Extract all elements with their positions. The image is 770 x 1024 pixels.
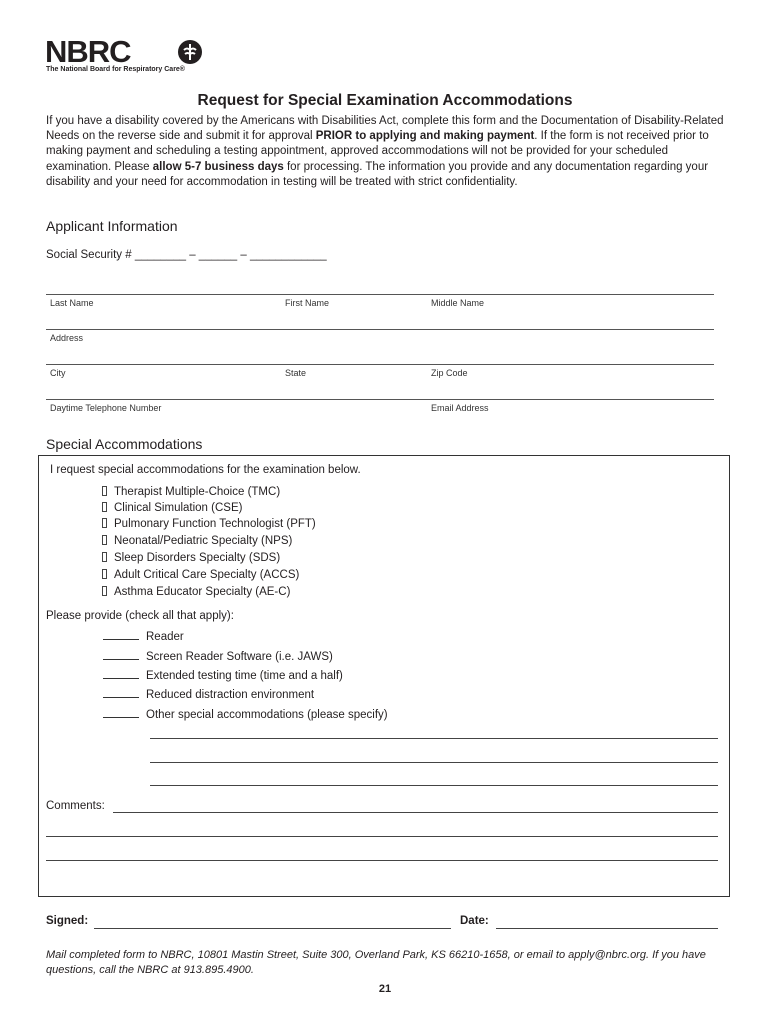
logo-tagline: The National Board for Respiratory Care® [46, 66, 185, 73]
check-blank[interactable] [103, 669, 139, 679]
checkbox-icon[interactable] [102, 535, 107, 545]
check-blank[interactable] [103, 688, 139, 698]
signature-line[interactable] [94, 928, 451, 929]
phone-label: Daytime Telephone Number [50, 403, 162, 413]
option-label: Reduced distraction environment [146, 689, 315, 701]
address-line[interactable] [46, 329, 714, 330]
option-reader[interactable] [103, 630, 184, 643]
state-label: State [285, 368, 307, 378]
exam-item-tmc[interactable] [102, 486, 280, 498]
date-label: Date: [460, 915, 489, 927]
comments-line-1[interactable] [113, 812, 718, 813]
option-reduced-distraction[interactable] [103, 688, 314, 701]
form-title: Request for Special Examination Accommodations [197, 92, 573, 109]
checkbox-icon[interactable] [102, 502, 107, 512]
phone-email-line[interactable] [46, 399, 714, 400]
intro-text-2: . If the form is not received prior to making payment and scheduling a testing appointment, approved accommodations will not be provided for your scheduled examination. Please [46, 130, 709, 173]
nbrc-emblem-icon [177, 39, 203, 65]
checkbox-icon[interactable] [102, 518, 107, 528]
signed-label: Signed: [46, 915, 89, 927]
exam-label: Therapist Multiple-Choice (TMC) [114, 486, 281, 498]
checkbox-icon[interactable] [102, 552, 107, 562]
exam-label: Pulmonary Function Technologist (PFT) [114, 518, 316, 530]
checkbox-icon[interactable] [102, 569, 107, 579]
intro-text-3: for processing. The information you provide and any documentation regarding your disability and your need for accommodation in testing will be treated with strict confidentiality. [46, 160, 709, 188]
check-blank[interactable] [103, 650, 139, 660]
exam-item-aec[interactable] [102, 586, 290, 598]
exam-item-pft[interactable] [102, 518, 316, 530]
exam-label: Asthma Educator Specialty (AE-C) [114, 586, 291, 598]
exam-label: Neonatal/Pediatric Specialty (NPS) [114, 535, 293, 547]
option-label: Reader [146, 631, 184, 643]
intro-bold-1: PRIOR to applying and making payment [315, 130, 535, 143]
other-specify-line-1[interactable] [150, 738, 718, 739]
page-number: 21 [378, 983, 392, 995]
option-label: Other special accommodations (please specify) [146, 709, 388, 721]
exam-label: Sleep Disorders Specialty (SDS) [114, 552, 281, 564]
check-blank[interactable] [103, 708, 139, 718]
city-label: City [50, 368, 66, 378]
last-name-label: Last Name [50, 298, 94, 308]
checkbox-icon[interactable] [102, 586, 107, 596]
logo-wordmark: NBRC [45, 34, 131, 69]
option-extended-time[interactable] [103, 669, 343, 682]
address-label: Address [50, 333, 84, 343]
date-line[interactable] [496, 928, 718, 929]
other-specify-line-3[interactable] [150, 785, 718, 786]
ssn-field[interactable]: Social Security # ________ – ______ – ____________ [46, 249, 327, 261]
exam-item-nps[interactable] [102, 535, 292, 547]
intro-bold-2: allow 5-7 business days [152, 160, 284, 173]
option-screen-reader[interactable] [103, 650, 333, 663]
email-label: Email Address [431, 403, 489, 413]
intro-text-1: If you have a disability covered by the Americans with Disabilities Act, complete this form and the Documentation of Disability-Related Needs on the reverse side and submit it for approval [46, 115, 724, 143]
comments-label: Comments: [46, 800, 105, 812]
mailing-instructions: Mail completed form to NBRC, 10801 Mastin Street, Suite 300, Overland Park, KS 66210-1658, or email to apply@nbrc.org. If you have questions, call the NBRC at 913.895.4900. [46, 949, 706, 976]
nbrc-logo [45, 36, 215, 78]
city-state-zip-line[interactable] [46, 364, 714, 365]
intro-paragraph [46, 114, 736, 190]
accommodations-heading: Special Accommodations [46, 436, 203, 452]
option-other[interactable] [103, 708, 388, 721]
zip-label: Zip Code [431, 368, 468, 378]
exam-item-sds[interactable] [102, 552, 280, 564]
other-specify-line-2[interactable] [150, 762, 718, 763]
exam-item-accs[interactable] [102, 569, 299, 581]
applicant-heading: Applicant Information [46, 218, 178, 234]
comments-line-2[interactable] [46, 836, 718, 837]
option-label: Screen Reader Software (i.e. JAWS) [146, 651, 333, 663]
provide-text: Please provide (check all that apply): [46, 610, 234, 622]
middle-name-label: Middle Name [431, 298, 485, 308]
exam-item-cse[interactable] [102, 502, 242, 514]
name-line[interactable] [46, 294, 714, 295]
first-name-label: First Name [285, 298, 330, 308]
check-blank[interactable] [103, 630, 139, 640]
exam-label: Clinical Simulation (CSE) [114, 502, 243, 514]
comments-line-3[interactable] [46, 860, 718, 861]
option-label: Extended testing time (time and a half) [146, 670, 343, 682]
checkbox-icon[interactable] [102, 486, 107, 496]
request-text: I request special accommodations for the examination below. [50, 464, 361, 476]
exam-label: Adult Critical Care Specialty (ACCS) [114, 569, 300, 581]
